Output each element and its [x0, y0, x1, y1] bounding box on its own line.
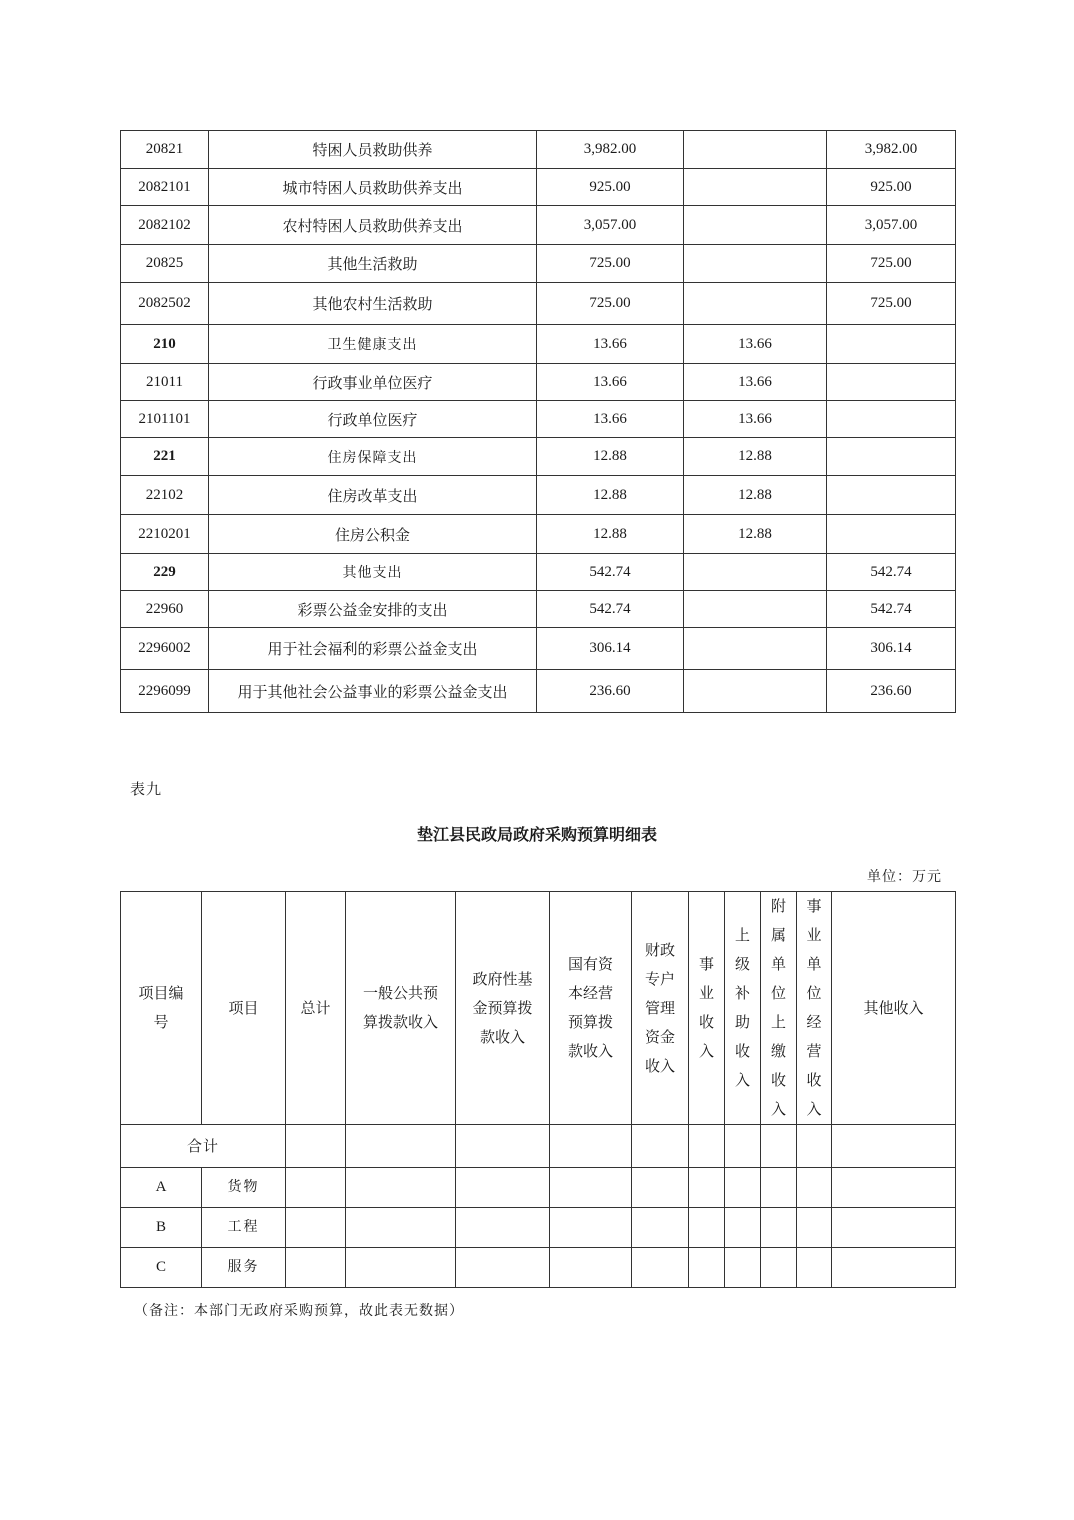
- row-name: 服务: [202, 1248, 286, 1288]
- header-state-capital: 国有资 本经营 预算拨 款收入: [550, 892, 632, 1125]
- row-project: [827, 364, 956, 401]
- row-project: 306.14: [827, 628, 956, 670]
- table-row: [121, 628, 956, 670]
- table-row: [121, 245, 956, 283]
- row-name: 特困人员救助供养: [209, 131, 537, 169]
- header-total: 总计: [286, 892, 346, 1125]
- row-total: 12.88: [537, 438, 684, 476]
- table-row: [121, 670, 956, 713]
- row-code: 221: [121, 438, 209, 476]
- table-row: [121, 169, 956, 206]
- row-code: 2296002: [121, 628, 209, 670]
- row-code: 2296099: [121, 670, 209, 713]
- table-row: [121, 515, 956, 554]
- row-name: 用于其他社会公益事业的彩票公益金支出: [209, 670, 537, 713]
- row-code: 22960: [121, 591, 209, 628]
- row-total: 236.60: [537, 670, 684, 713]
- row-total: 13.66: [537, 401, 684, 438]
- row-basic: 13.66: [684, 325, 827, 364]
- table-row: [121, 438, 956, 476]
- row-code: 2210201: [121, 515, 209, 554]
- table-row: [121, 206, 956, 245]
- row-project: 925.00: [827, 169, 956, 206]
- row-code: 2082102: [121, 206, 209, 245]
- header-special-account: 财政 专户 管理 资金 收入: [632, 892, 689, 1125]
- table-row: [121, 1168, 956, 1208]
- row-project: 3,057.00: [827, 206, 956, 245]
- unit-label: 单位：万元: [867, 869, 942, 885]
- row-name: 货物: [202, 1168, 286, 1208]
- row-project: [827, 325, 956, 364]
- row-basic: [684, 169, 827, 206]
- row-total: 13.66: [537, 364, 684, 401]
- total-row: [121, 1125, 956, 1168]
- row-total: 306.14: [537, 628, 684, 670]
- header-row: [121, 892, 956, 1125]
- row-code: 210: [121, 325, 209, 364]
- row-basic: 13.66: [684, 401, 827, 438]
- row-name: 彩票公益金安排的支出: [209, 591, 537, 628]
- row-code: A: [121, 1168, 202, 1208]
- header-item: 项目: [202, 892, 286, 1125]
- row-code: 20825: [121, 245, 209, 283]
- header-upper-subsidy: 上 级 补 助 收 入: [725, 892, 761, 1125]
- table-row: [121, 325, 956, 364]
- row-name: 城市特困人员救助供养支出: [209, 169, 537, 206]
- row-code: 21011: [121, 364, 209, 401]
- page-title: 垫江县民政局政府采购预算明细表: [416, 825, 657, 844]
- row-name: 农村特困人员救助供养支出: [209, 206, 537, 245]
- row-code: 2082101: [121, 169, 209, 206]
- table-row: [121, 401, 956, 438]
- table-row: [121, 554, 956, 591]
- row-code: B: [121, 1208, 202, 1248]
- header-general-budget: 一般公共预 算拨款收入: [346, 892, 456, 1125]
- row-total: 3,982.00: [537, 131, 684, 169]
- header-other-income: 其他收入: [832, 892, 956, 1125]
- total-label: 合计: [121, 1125, 286, 1168]
- row-name: 住房公积金: [209, 515, 537, 554]
- row-basic: 12.88: [684, 515, 827, 554]
- row-code: 2082502: [121, 283, 209, 325]
- row-name: 行政事业单位医疗: [209, 364, 537, 401]
- row-name: 其他支出: [209, 554, 537, 591]
- row-code: 229: [121, 554, 209, 591]
- table-row: [121, 591, 956, 628]
- row-name: 其他农村生活救助: [209, 283, 537, 325]
- header-code: 项目编 号: [121, 892, 202, 1125]
- row-project: [827, 438, 956, 476]
- row-code: 22102: [121, 476, 209, 515]
- table-row: [121, 476, 956, 515]
- row-project: [827, 476, 956, 515]
- header-operating: 事 业 单 位 经 营 收 入: [797, 892, 832, 1125]
- footnote: （备注：本部门无政府采购预算，故此表无数据）: [134, 1303, 464, 1319]
- row-total: 3,057.00: [537, 206, 684, 245]
- row-name: 工程: [202, 1208, 286, 1248]
- row-name: 卫生健康支出: [209, 325, 537, 364]
- row-basic: [684, 206, 827, 245]
- row-code: C: [121, 1248, 202, 1288]
- row-project: 542.74: [827, 591, 956, 628]
- row-total: 542.74: [537, 554, 684, 591]
- row-name: 行政单位医疗: [209, 401, 537, 438]
- row-basic: [684, 131, 827, 169]
- row-basic: 12.88: [684, 438, 827, 476]
- row-project: 725.00: [827, 283, 956, 325]
- row-project: 725.00: [827, 245, 956, 283]
- row-basic: [684, 628, 827, 670]
- row-total: 925.00: [537, 169, 684, 206]
- procurement-table: [120, 891, 956, 1288]
- row-basic: [684, 670, 827, 713]
- row-code: 2101101: [121, 401, 209, 438]
- row-total: 12.88: [537, 476, 684, 515]
- header-business-income: 事 业 收 入: [689, 892, 725, 1125]
- row-basic: 12.88: [684, 476, 827, 515]
- row-basic: [684, 554, 827, 591]
- table-row: [121, 364, 956, 401]
- table-row: [121, 1208, 956, 1248]
- row-project: [827, 515, 956, 554]
- row-project: 236.60: [827, 670, 956, 713]
- row-basic: [684, 245, 827, 283]
- expenditure-table: [120, 130, 956, 713]
- row-total: 542.74: [537, 591, 684, 628]
- row-total: 725.00: [537, 283, 684, 325]
- row-code: 20821: [121, 131, 209, 169]
- row-name: 用于社会福利的彩票公益金支出: [209, 628, 537, 670]
- header-gov-fund: 政府性基 金预算拨 款收入: [456, 892, 550, 1125]
- row-name: 住房改革支出: [209, 476, 537, 515]
- row-total: 725.00: [537, 245, 684, 283]
- row-name: 住房保障支出: [209, 438, 537, 476]
- row-basic: 13.66: [684, 364, 827, 401]
- row-total: 12.88: [537, 515, 684, 554]
- table-row: [121, 283, 956, 325]
- row-basic: [684, 283, 827, 325]
- row-project: 3,982.00: [827, 131, 956, 169]
- table-row: [121, 1248, 956, 1288]
- header-affiliated: 附 属 单 位 上 缴 收 入: [761, 892, 797, 1125]
- table-label: 表九: [130, 780, 163, 798]
- row-project: [827, 401, 956, 438]
- row-project: 542.74: [827, 554, 956, 591]
- row-basic: [684, 591, 827, 628]
- table-row: [121, 131, 956, 169]
- row-total: 13.66: [537, 325, 684, 364]
- row-name: 其他生活救助: [209, 245, 537, 283]
